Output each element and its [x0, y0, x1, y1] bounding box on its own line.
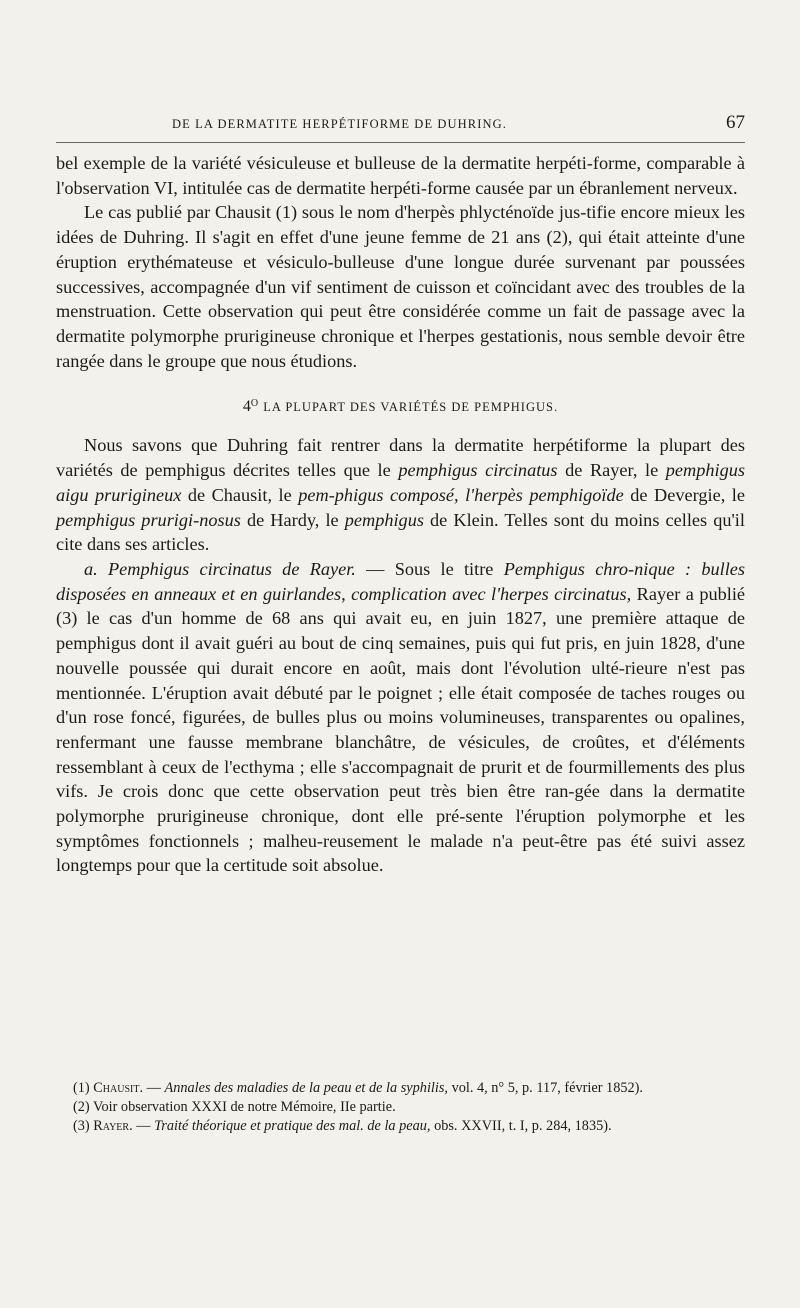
footnote-rest: obs. XXVII, t. I, p. 284, 1835).	[430, 1118, 612, 1134]
text-run: de Rayer, le	[557, 460, 666, 481]
italic-term: pemphigus	[344, 509, 424, 530]
paragraph-pemphigus-varieties	[56, 433, 745, 557]
section-number: 4	[242, 398, 251, 416]
section-heading	[56, 395, 745, 416]
footnote-title: Annales des maladies de la peau et de la syphilis,	[164, 1080, 448, 1096]
footnote-number: (3)	[73, 1118, 90, 1134]
footnote-title: Traité théorique et pratique des mal. de la peau,	[154, 1118, 431, 1134]
text-run: Nous savons que Duhring fait rentrer dans la dermatite herpétiforme la plupart des variétés de pemphigus décrites telles que le	[56, 435, 745, 481]
book-page	[56, 0, 745, 1308]
italic-term: pemphigus prurigi-nosus	[56, 509, 241, 530]
section-title: LA PLUPART DES VARIÉTÉS DE PEMPHIGUS.	[263, 400, 559, 415]
italic-term: pemphigus aigu prurigineux	[56, 460, 745, 505]
paragraph-chausit-case: Le cas publié par Chausit (1) sous le nom d'herpès phlycténoïde jus-tifie encore mieux les idées de Duhring. Il s'agit en effet d'une jeune femme de 21 ans (2), qui était atteinte d'une éruption erythémateuse et vésiculo-bulleuse d'une longue durée survenant par poussées successives, accompagnée d'un vif sentiment de cuisson et coïncidant avec des troubles de la menstruation. Cette observation qui peut être considérée comme un fait de passage avec la dermatite polymorphe prurigineuse chronique et l'herpes gestationis, nous semble devoir être rangée dans le groupe que nous étudions.	[56, 202, 745, 371]
footnotes	[56, 1079, 745, 1136]
text-run: de Chausit, le	[181, 484, 299, 505]
running-title: DE LA DERMATITE HERPÉTIFORME DE DUHRING.	[172, 117, 507, 131]
footnote-dash: —	[143, 1080, 165, 1096]
footnote-dash: —	[132, 1118, 155, 1134]
footnote-rest: vol. 4, n° 5, p. 117, février 1852).	[448, 1080, 643, 1096]
section-number-superscript: O	[250, 398, 260, 410]
header-rule	[56, 142, 745, 143]
footnote-author: Rayer.	[93, 1118, 133, 1134]
footnote-author: Chausit.	[93, 1080, 144, 1096]
footnote-1	[56, 1079, 745, 1098]
paragraph-rayer-case	[56, 557, 745, 878]
footnote-2	[56, 1098, 745, 1117]
footnote-3	[56, 1117, 745, 1136]
italic-term: Pemphigus chro-nique : bulles disposées en anneaux et en guirlandes, complication avec l'herpes circinatus,	[56, 559, 746, 604]
italic-term: pem-phigus composé, l'herpès pemphigoïde	[298, 484, 624, 505]
footnote-number: (2)	[73, 1099, 90, 1115]
text-run: de Hardy, le	[240, 509, 345, 530]
text-run: de Klein. Telles sont du moins celles qu'il cite dans ses articles.	[56, 509, 745, 555]
running-head	[56, 112, 745, 136]
text-run: Rayer a publié (3) le cas d'un homme de 68 ans qui avait eu, en juin 1827, une première attaque de pemphigus dont il avait guéri au bout de cinq semaines, puis qui fut pris, en juin 1828, d'une nouvelle poussée qui durait encore en août, mais dont l'évolution ulté-rieure n'est pas mentionnée. L'éruption avait débuté par le poignet ; elle était composée de taches rouges ou d'un rose foncé, figurées, de bulles plus ou moins volumineuses, transparentes ou opalines, renfermant une fausse membrane blanchâtre, de vésicules, de croûtes, et d'éléments ressemblant à ceux de l'ecthyma ; elle s'accompagnait de prurit et de fourmillements des plus vifs. Je crois donc que cette observation peut très bien être ran-gée dans la dermatite polymorphe prurigineuse chronique, dont elle pré-sente l'éruption polymorphe et les symptômes fonctionnels ; malheu-reusement le malade n'a peut-être pas été suivi assez longtemps pour que la certitude soit absolue.	[56, 583, 746, 876]
footnote-text: Voir observation XXXI de notre Mémoire, IIe partie.	[89, 1099, 396, 1115]
text-run: de Devergie, le	[623, 484, 745, 505]
text-run: — Sous le titre	[355, 559, 504, 579]
italic-subheading: a. Pemphigus circinatus de Rayer.	[84, 559, 356, 579]
italic-term: pemphigus circinatus	[398, 460, 558, 481]
paragraph-continuation: bel exemple de la variété vésiculeuse et bulleuse de la dermatite herpéti-forme, comparable à l'observation VI, intitulée cas de dermatite herpéti-forme causée par un ébranlement nerveux.	[56, 153, 745, 198]
body-text	[56, 151, 745, 878]
footnote-number: (1)	[73, 1080, 90, 1096]
page-number: 67	[726, 112, 745, 133]
